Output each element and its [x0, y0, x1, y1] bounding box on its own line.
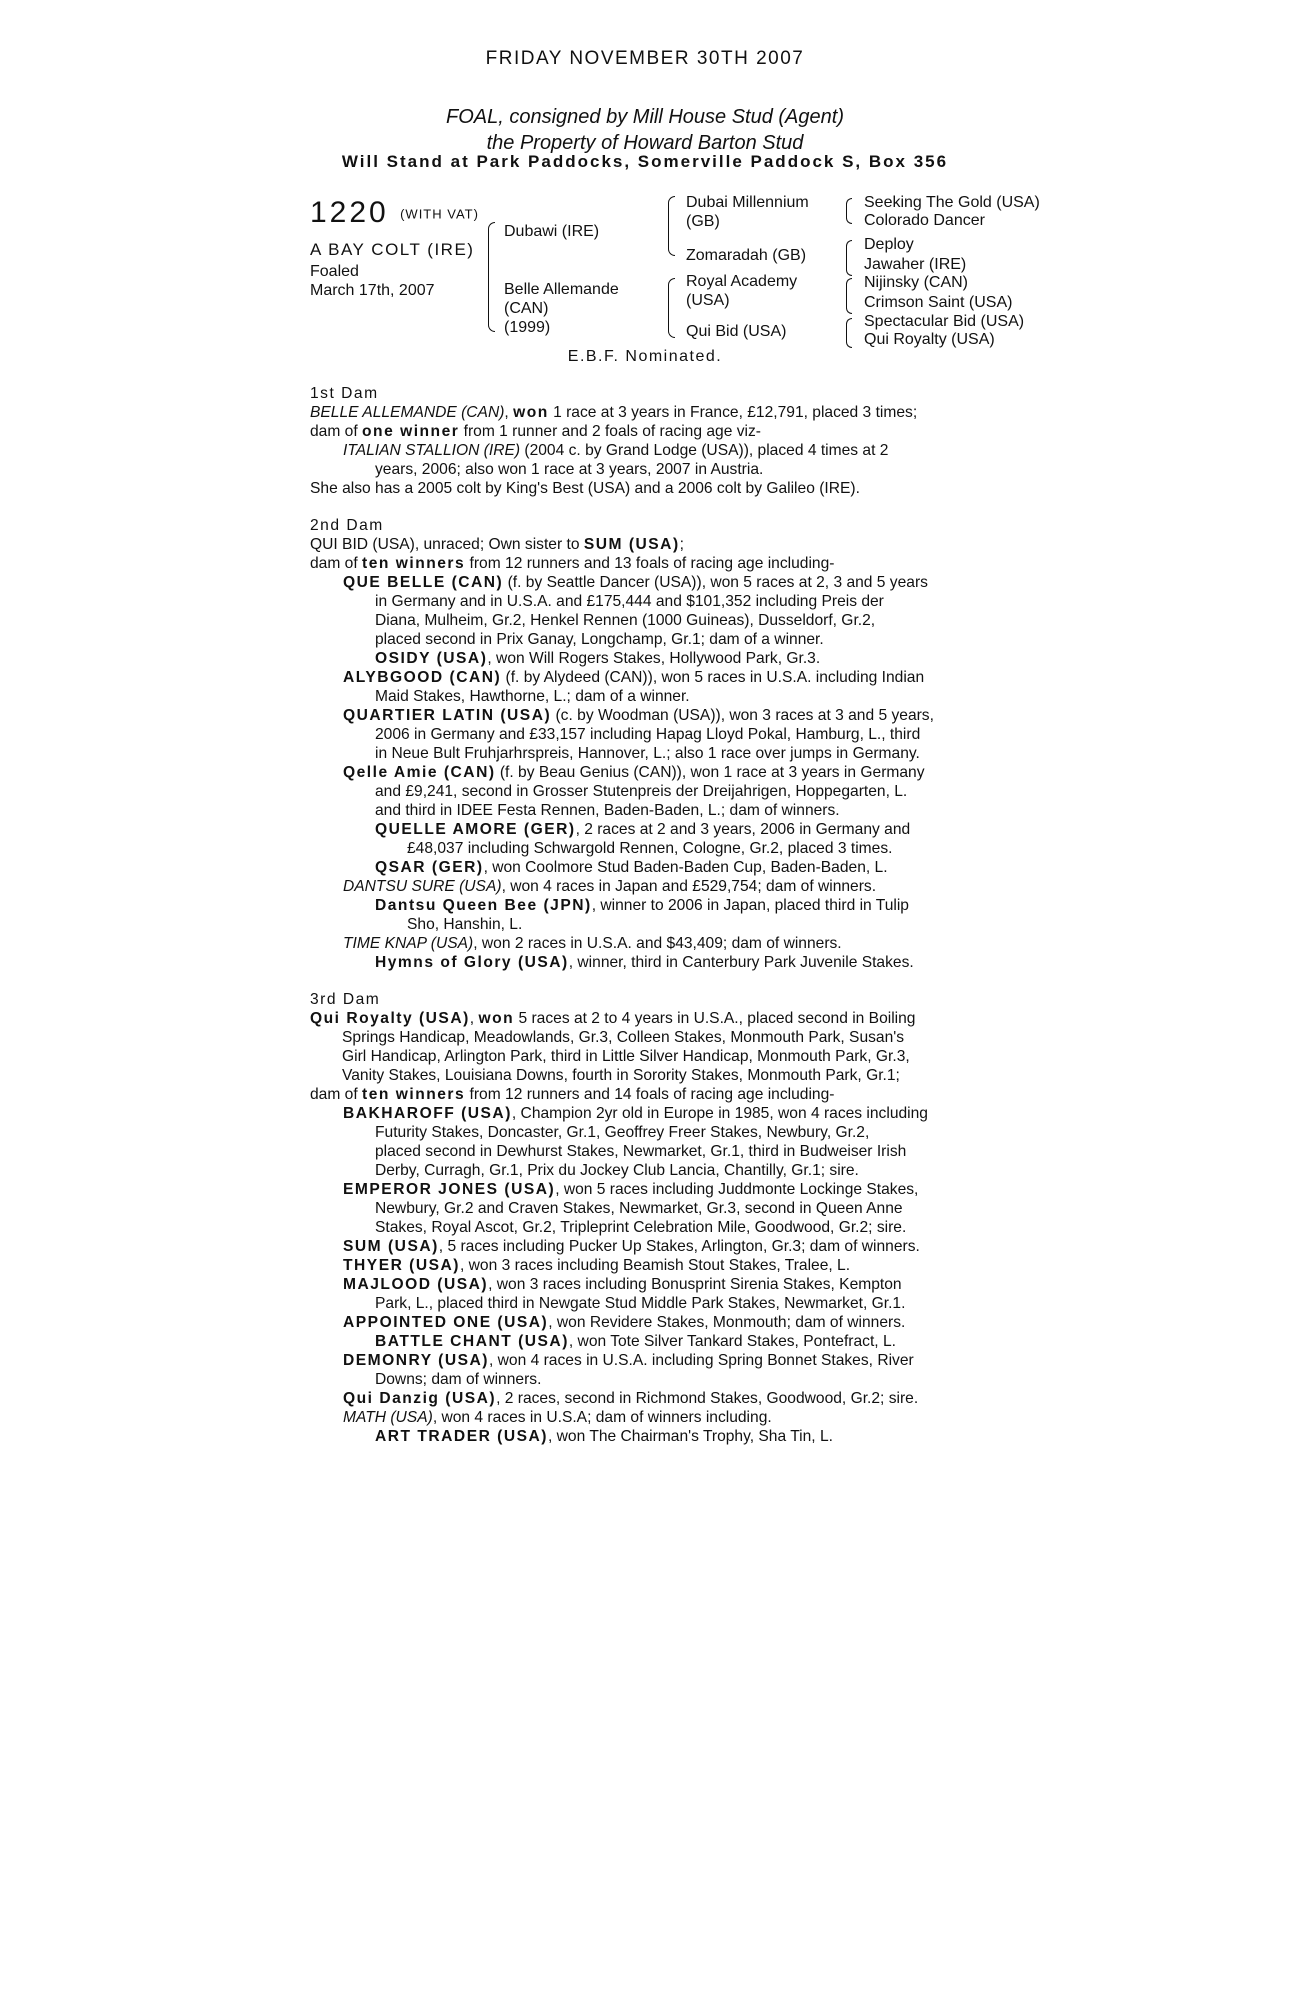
pedigree-dam-country: (CAN)	[504, 300, 549, 317]
pedigree-brace-sire	[668, 196, 675, 256]
progeny-name: ART TRADER (USA)	[375, 1428, 548, 1445]
progeny-entry	[310, 1275, 980, 1313]
progeny-entry	[310, 1351, 980, 1389]
first-dam-produce	[310, 422, 980, 441]
progeny-entry	[310, 1104, 980, 1180]
third-dam-heading: 3rd Dam	[310, 991, 381, 1008]
text-span: , won 4 races in Japan and £529,754; dam of winners.	[501, 878, 877, 895]
sister-name: SUM (USA)	[583, 536, 680, 553]
text-span: Stakes, Royal Ascot, Gr.2, Tripleprint Celebration Mile, Goodwood, Gr.2; sire.	[375, 1219, 907, 1236]
text-span: Downs; dam of winners.	[375, 1371, 542, 1388]
pedigree-g3-ddd: Qui Royalty (USA)	[864, 331, 995, 348]
pedigree-g3-dds: Spectacular Bid (USA)	[864, 313, 1025, 330]
pedigree-dams-sire-name: Royal Academy	[686, 273, 798, 290]
progeny-entry	[310, 706, 980, 763]
text-span: ,	[469, 1010, 479, 1027]
progeny-name: BATTLE CHANT (USA)	[375, 1333, 569, 1350]
text-span: Springs Handicap, Meadowlands, Gr.3, Colleen Stakes, Monmouth Park, Susan's	[342, 1029, 905, 1046]
first-dam-also: She also has a 2005 colt by King's Best (USA) and a 2006 colt by Galileo (IRE).	[310, 480, 860, 497]
third-dam-name: Qui Royalty (USA)	[310, 1010, 470, 1027]
progeny-name: QUE BELLE (CAN)	[343, 574, 504, 591]
text-span: Diana, Mulheim, Gr.2, Henkel Rennen (1000 Guineas), Dusseldorf, Gr.2,	[375, 612, 876, 629]
first-dam-record	[310, 403, 980, 422]
pedigree-brace-dd	[846, 318, 852, 348]
text-span: ,	[504, 404, 514, 421]
progeny-name: APPOINTED ONE (USA)	[343, 1314, 549, 1331]
text-span: (f. by Beau Genius (CAN)), won 1 race at 3 years in Germany	[495, 764, 925, 781]
consignor-block	[0, 104, 1290, 156]
progeny-name: QUELLE AMORE (GER)	[375, 821, 576, 838]
text-span: from 12 runners and 14 foals of racing age including-	[465, 1086, 835, 1103]
progeny-entry	[310, 1332, 980, 1351]
progeny-entry	[310, 858, 980, 877]
produce-record	[310, 384, 980, 1446]
text-span: dam of	[310, 555, 363, 572]
progeny-name: QUARTIER LATIN (USA)	[343, 707, 552, 724]
text-span: , winner, third in Canterbury Park Juvenile Stakes.	[568, 954, 914, 971]
pedigree-dams-dam: Qui Bid (USA)	[686, 323, 787, 340]
text-span: , won Tote Silver Tankard Stakes, Pontefract, L.	[568, 1333, 896, 1350]
progeny-entry	[310, 1313, 980, 1332]
first-dam-heading: 1st Dam	[310, 385, 379, 402]
progeny-name: Qelle Amie (CAN)	[343, 764, 496, 781]
lot-number	[310, 196, 479, 230]
progeny-entry	[310, 896, 980, 934]
progeny-name: TIME KNAP (USA)	[343, 935, 474, 952]
pedigree-g3-ssd: Colorado Dancer	[864, 212, 985, 229]
second-dam-heading: 2nd Dam	[310, 517, 384, 534]
progeny-name: DANTSU SURE (USA)	[343, 878, 502, 895]
progeny-entry	[310, 877, 980, 896]
text-span: , 5 races including Pucker Up Stakes, Arlington, Gr.3; dam of winners.	[438, 1238, 920, 1255]
progeny-name: SUM (USA)	[343, 1238, 439, 1255]
progeny-name: Qui Danzig (USA)	[343, 1390, 497, 1407]
text-span: , won The Chairman's Trophy, Sha Tin, L.	[548, 1428, 833, 1445]
text-span: Girl Handicap, Arlington Park, third in Little Silver Handicap, Monmouth Park, Gr.3,	[342, 1048, 910, 1065]
pedigree-brace-ds	[846, 278, 852, 314]
progeny-entry	[310, 668, 980, 706]
progeny-entry	[310, 1389, 980, 1408]
pedigree-dam-year: (1999)	[504, 319, 551, 336]
text-span: £48,037 including Schwargold Rennen, Cologne, Gr.2, placed 3 times.	[407, 840, 893, 857]
winner-count: ten winners	[362, 555, 466, 572]
pedigree-sires-sire-name: Dubai Millennium	[686, 194, 809, 211]
text-span: , won 3 races including Beamish Stout Stakes, Tralee, L.	[460, 1257, 851, 1274]
text-span: (2004 c. by Grand Lodge (USA)), placed 4 times at 2	[520, 442, 889, 459]
pedigree-sires-sire-country: (GB)	[686, 213, 720, 230]
progeny-name: ALYBGOOD (CAN)	[343, 669, 502, 686]
progeny-entry	[310, 1427, 980, 1446]
text-span: 1 race at 3 years in France, £12,791, placed 3 times;	[548, 404, 918, 421]
text-span: , won 4 races in U.S.A; dam of winners including.	[432, 1409, 772, 1426]
lot-number-value: 1220	[310, 196, 389, 229]
winner-count: one winner	[362, 423, 460, 440]
second-dam-produce	[310, 554, 980, 573]
progeny-name: MAJLOOD (USA)	[343, 1276, 489, 1293]
pedigree-g3-sss: Seeking The Gold (USA)	[864, 194, 1040, 211]
pedigree-sires-sire	[686, 193, 809, 231]
progeny-name: EMPEROR JONES (USA)	[343, 1181, 556, 1198]
foaled-label: Foaled	[310, 263, 359, 280]
progeny-name: Hymns of Glory (USA)	[375, 954, 569, 971]
third-dam-record	[310, 1009, 980, 1085]
text-span: QUI BID (USA), unraced; Own sister to	[310, 536, 584, 553]
pedigree-sires-dam: Zomaradah (GB)	[686, 247, 807, 264]
pedigree-brace-ss	[846, 198, 852, 224]
sale-date: FRIDAY NOVEMBER 30TH 2007	[485, 48, 805, 69]
text-span: in Germany and in U.S.A. and £175,444 and $101,352 including Preis der	[375, 593, 884, 610]
progeny-entry	[310, 763, 980, 820]
won-label: won	[478, 1010, 515, 1027]
pedigree-dam	[504, 280, 619, 337]
text-span: , won Coolmore Stud Baden-Baden Cup, Baden-Baden, L.	[483, 859, 888, 876]
progeny-entry	[310, 953, 980, 972]
property-line: the Property of Howard Barton Stud	[486, 132, 804, 154]
second-dam-record	[310, 535, 980, 554]
ebf-nominated: E.B.F. Nominated.	[567, 348, 723, 365]
text-span: from 1 runner and 2 foals of racing age viz-	[459, 423, 761, 440]
progeny-name: BAKHAROFF (USA)	[343, 1105, 512, 1122]
text-span: Vanity Stakes, Louisiana Downs, fourth in Sorority Stakes, Monmouth Park, Gr.1;	[342, 1067, 900, 1084]
text-span: dam of	[310, 423, 363, 440]
pedigree-sire: Dubawi (IRE)	[504, 223, 600, 240]
text-span: in Neue Bult Fruhjarhrspreis, Hannover, L.; also 1 race over jumps in Germany.	[375, 745, 920, 762]
progeny-name: Dantsu Queen Bee (JPN)	[375, 897, 592, 914]
progeny-name: MATH (USA)	[343, 1409, 433, 1426]
consignor-line: FOAL, consigned by Mill House Stud (Agent)	[446, 106, 844, 128]
text-span: Sho, Hanshin, L.	[407, 916, 523, 933]
text-span: dam of	[310, 1086, 363, 1103]
text-span: Maid Stakes, Hawthorne, L.; dam of a winner.	[375, 688, 690, 705]
progeny-name: DEMONRY (USA)	[343, 1352, 489, 1369]
pedigree-dams-sire-country: (USA)	[686, 292, 730, 309]
pedigree-g3-dss: Nijinsky (CAN)	[864, 274, 968, 291]
text-span: Derby, Curragh, Gr.1, Prix du Jockey Club Lancia, Chantilly, Gr.1; sire.	[375, 1162, 859, 1179]
text-span: , won 4 races in U.S.A. including Spring Bonnet Stakes, River	[489, 1352, 914, 1369]
pedigree-brace-gen1	[488, 222, 495, 332]
text-span: (c. by Woodman (USA)), won 3 races at 3 and 5 years,	[551, 707, 934, 724]
progeny-entry	[310, 1256, 980, 1275]
vat-note: (WITH VAT)	[400, 206, 479, 222]
third-dam-produce	[310, 1085, 980, 1104]
progeny-entry	[310, 441, 980, 479]
text-span: 2006 in Germany and £33,157 including Hapag Lloyd Pokal, Hamburg, L., third	[375, 726, 921, 743]
text-span: , won 3 races including Bonusprint Sirenia Stakes, Kempton	[488, 1276, 902, 1293]
progeny-entry	[310, 573, 980, 649]
text-span: , won 5 races including Juddmonte Lockinge Stakes,	[555, 1181, 919, 1198]
pedigree-brace-sd	[846, 240, 852, 276]
pedigree-dam-name: Belle Allemande	[504, 281, 619, 298]
won-label: won	[513, 404, 549, 421]
pedigree-g3-sdd: Jawaher (IRE)	[864, 256, 967, 273]
stand-location: Will Stand at Park Paddocks, Somerville Paddock S, Box 356	[341, 152, 949, 171]
text-span: placed second in Prix Ganay, Longchamp, Gr.1; dam of a winner.	[375, 631, 824, 648]
progeny-name: OSIDY (USA)	[375, 650, 488, 667]
text-span: and third in IDEE Festa Rennen, Baden-Baden, L.; dam of winners.	[375, 802, 840, 819]
text-span: placed second in Dewhurst Stakes, Newmarket, Gr.1, third in Budweiser Irish	[375, 1143, 907, 1160]
text-span: and £9,241, second in Grosser Stutenpreis der Dreijahrigen, Hoppegarten, L.	[375, 783, 908, 800]
text-span: , 2 races at 2 and 3 years, 2006 in Germany and	[575, 821, 911, 838]
progeny-entry	[310, 1237, 980, 1256]
text-span: , won Will Rogers Stakes, Hollywood Park, Gr.3.	[487, 650, 821, 667]
pedigree-g3-dsd: Crimson Saint (USA)	[864, 294, 1013, 311]
text-span: Park, L., placed third in Newgate Stud Middle Park Stakes, Newmarket, Gr.1.	[375, 1295, 906, 1312]
pedigree-dams-sire	[686, 272, 797, 310]
text-span: years, 2006; also won 1 race at 3 years, 2007 in Austria.	[375, 461, 764, 478]
text-span: , won Revidere Stakes, Monmouth; dam of winners.	[548, 1314, 906, 1331]
foaled-date: March 17th, 2007	[310, 282, 435, 299]
progeny-entry	[310, 1408, 980, 1427]
progeny-entry	[310, 934, 980, 953]
text-span: 5 races at 2 to 4 years in U.S.A., placed second in Boiling	[514, 1010, 916, 1027]
text-span: , winner to 2006 in Japan, placed third in Tulip	[591, 897, 909, 914]
lot-description: A BAY COLT (IRE)	[310, 240, 475, 259]
text-span: , Champion 2yr old in Europe in 1985, won 4 races including	[511, 1105, 928, 1122]
progeny-name: THYER (USA)	[343, 1257, 460, 1274]
text-span: (f. by Alydeed (CAN)), won 5 races in U.S.A. including Indian	[501, 669, 925, 686]
text-span: , won 2 races in U.S.A. and $43,409; dam of winners.	[473, 935, 842, 952]
text-span: , 2 races, second in Richmond Stakes, Goodwood, Gr.2; sire.	[496, 1390, 919, 1407]
text-span: (f. by Seattle Dancer (USA)), won 5 races at 2, 3 and 5 years	[503, 574, 928, 591]
text-span: from 12 runners and 13 foals of racing age including-	[465, 555, 835, 572]
pedigree-brace-dam	[668, 278, 675, 338]
progeny-entry	[310, 820, 980, 858]
foaled-info	[310, 262, 435, 300]
progeny-entry	[310, 1180, 980, 1237]
text-span: Newbury, Gr.2 and Craven Stakes, Newmarket, Gr.3, second in Queen Anne	[375, 1200, 903, 1217]
progeny-name: QSAR (GER)	[375, 859, 484, 876]
first-dam-name: BELLE ALLEMANDE (CAN)	[310, 404, 505, 421]
text-span: Futurity Stakes, Doncaster, Gr.1, Geoffrey Freer Stakes, Newbury, Gr.2,	[375, 1124, 870, 1141]
pedigree-g3-sds: Deploy	[864, 236, 914, 253]
winner-count: ten winners	[362, 1086, 466, 1103]
progeny-name: ITALIAN STALLION (IRE)	[343, 442, 521, 459]
text-span: ;	[679, 536, 684, 553]
progeny-entry	[310, 649, 980, 668]
